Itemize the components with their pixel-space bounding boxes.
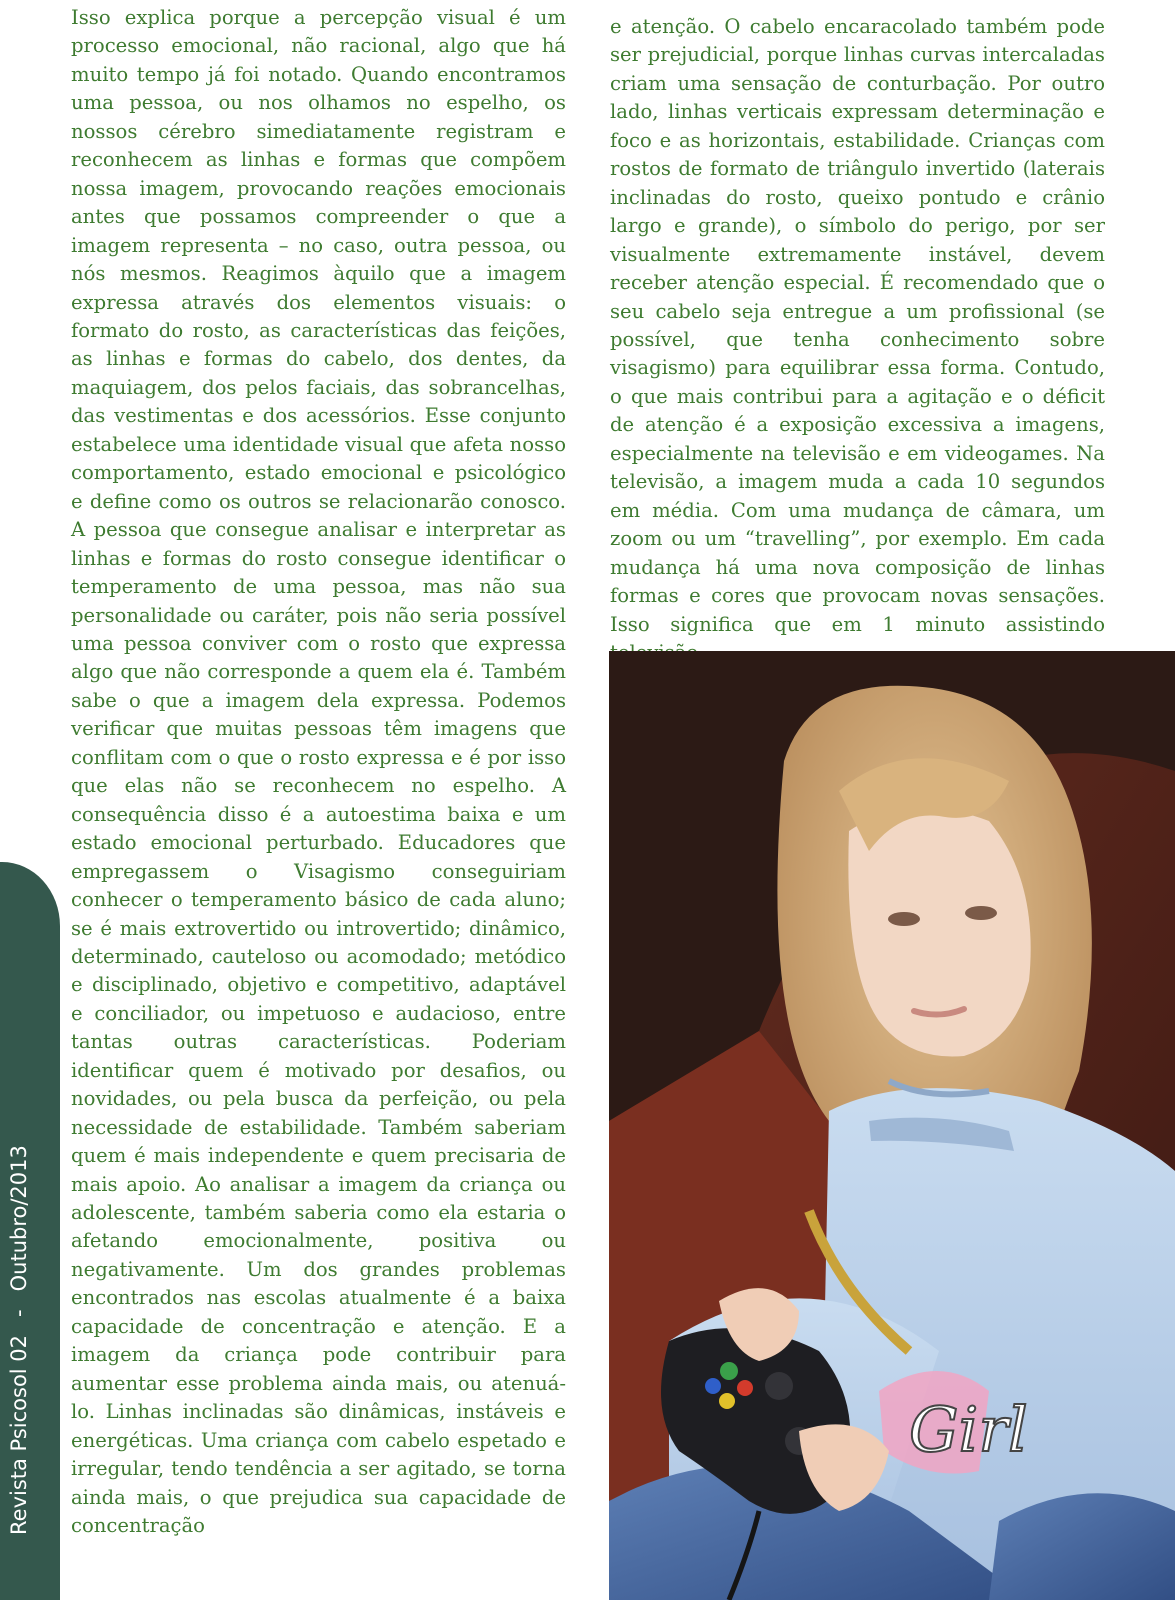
magazine-name: Revista Psicosol 02 [7,1334,31,1535]
girl-playing-videogame-photo [609,651,1175,1600]
issue-date: Outubro/2013 [7,1145,31,1292]
left-column-text: Isso explica porque a percepção visual é um processo emocional, não racional, algo que há muito tempo já foi notado. Quando encontramos uma pessoa, ou nos olhamos no espelho, os nossos cérebro simediatamente registram e reconhecem as linhas e formas que compõem nossa imagem, provocando reações emocionais antes que possamos compreender o que a imagem representa – no caso, outra pessoa, ou nós mesmos. Reagimos àquilo que a imagem expressa através dos elementos visuais: o formato do rosto, as características das feições, as linhas e formas do cabelo, dos dentes, da maquiagem, dos pelos faciais, das sobrancelhas, das vestimentas e dos acessórios. Esse conjunto estabelece uma identidade visual que afeta nosso comportamento, estado emocional e psicológico e define como os outros se relacionarão conosco. A pessoa que consegue analisar e interpretar as linhas e formas do rosto consegue identificar o temperamento de uma pessoa, mas não sua personalidade ou caráter, pois não seria possível uma pessoa conviver com o rosto que expressa algo que não corresponde a quem ela é. Também sabe o que a imagem dela expressa. Podemos verificar que muitas pessoas têm imagens que conflitam com o que o rosto expressa e é por isso que elas não se reconhecem no espelho. A consequência disso é a autoestima baixa e um estado emocional perturbado. Educadores que empregassem o Visagismo conseguiriam conhecer o temperamento básico de cada aluno; se é mais extrovertido ou introvertido; dinâmico, determinado, cauteloso ou acomodado; metódico e disciplinado, objetivo e competitivo, adaptável e conciliador, ou impetuoso e audacioso, entre tantas outras características. Poderiam identificar quem é motivado por desafios, ou novidades, ou pela busca da perfeição, ou pela necessidade de estabilidade. Também saberiam quem é mais independente e quem precisaria de mais apoio. Ao analisar a imagem da criança ou adolescente, também saberia como ela estaria o afetando emocionalmente, positiva ou negativamente. Um dos grandes problemas encontrados nas escolas atualmente é a baixa capacidade de concentração e atenção. E a imagem da criança pode contribuir para aumentar esse problema ainda mais, ou atenuá-lo. Linhas inclinadas são dinâmicas, instáveis e energéticas. Uma criança com cabelo espetado e irregular, tendo tendência a ser agitado, se torna ainda mais, o que prejudica sua capacidade de concentração [71,6,566,1538]
shirt-print-text: Girl [909,1393,1028,1466]
article-right-column [610,13,1105,667]
sidebar-separator: - [7,1309,31,1317]
article-left-column [71,4,566,1540]
photo-illustration [609,651,1175,1600]
right-column-text: e atenção. O cabelo encaracolado também pode ser prejudicial, porque linhas curvas intercaladas criam uma sensação de conturbação. Por outro lado, linhas verticais expressam determinação e foco e as horizontais, estabilidade. Crianças com rostos de formato de triângulo invertido (laterais inclinadas do rosto, queixo pontudo e crânio largo e grande), o símbolo do perigo, por ser visualmente extremamente instável, devem receber atenção especial. É recomendado que o seu cabelo seja entregue a um profissional (se possível, que tenha conhecimento sobre visagismo) para equilibrar essa forma. Contudo, o que mais contribui para a agitação e o déficit de atenção é a exposição excessiva a imagens, especialmente na televisão e em videogames. Na televisão, a imagem muda a cada 10 segundos em média. Com uma mudança de câmara, um zoom ou um “travelling”, por exemplo. Em cada mudança há uma nova composição de linhas formas e cores que provocam novas sensações. Isso significa que em 1 minuto assistindo [610,15,1105,636]
sidebar-label [4,1145,34,1535]
